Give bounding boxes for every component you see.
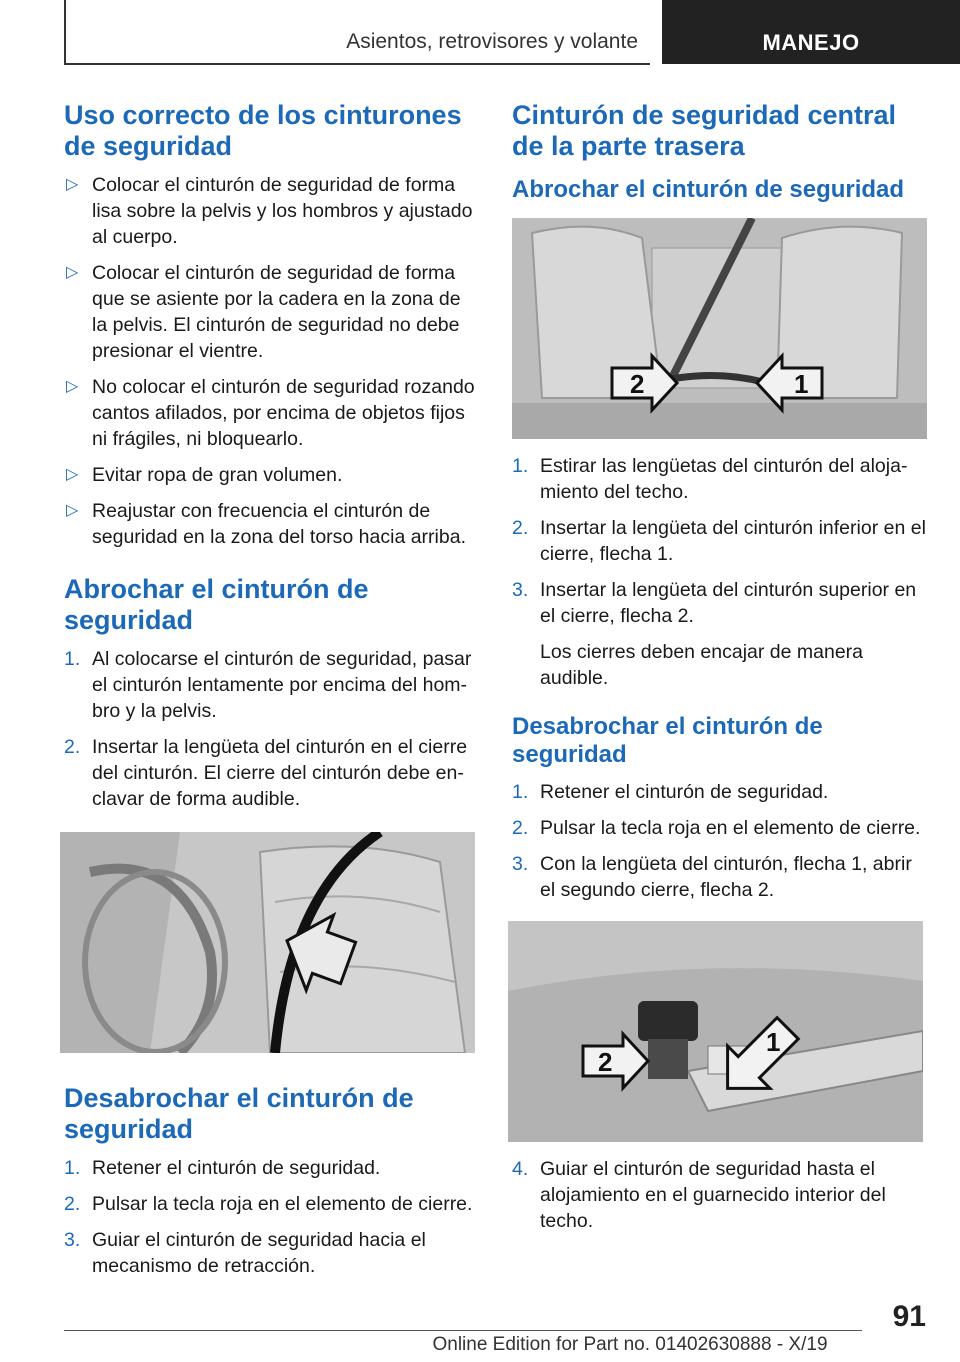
heading-rear-center-belt: Cinturón de seguridad central de la parte trasera — [512, 100, 897, 161]
front-seat-belt-illustration — [60, 832, 475, 1053]
header-rule — [64, 0, 66, 64]
list-item: ▷ Colocar el cinturón de seguridad de forma que se asiente por la cadera en la zona de la pelvis. El cinturón de seguridad no debe presionar el vientre. — [66, 262, 461, 362]
page-header — [0, 0, 960, 66]
subheading-fasten: Abrochar el cinturón de seguridad — [512, 176, 905, 203]
page-number: 91 — [892, 1300, 926, 1333]
section-title: Asientos, retrovisores y volante — [346, 30, 638, 53]
list-item: ▷ Colocar el cinturón de seguridad de forma lisa sobre la pelvis y los hombros y ajustado al cuerpo. — [66, 174, 473, 248]
bullet-triangle-icon: ▷ — [66, 466, 79, 483]
step-item: 1. Al colocarse el cinturón de seguridad, pasar el cinturón lentamente por encima del hombro y la pelvis. — [64, 648, 472, 722]
subheading-unfasten: Desabrochar el cinturón de seguridad — [512, 713, 823, 768]
header-rule — [64, 63, 650, 65]
rear-center-belt-illustration — [512, 218, 927, 439]
step-item: 3. Insertar la lengüeta del cinturón superior en el cierre, flecha 2. — [512, 579, 917, 627]
bullet-triangle-icon: ▷ — [66, 264, 79, 281]
step-item: 1. Retener el cinturón de seguridad. — [512, 781, 829, 803]
right-column — [512, 100, 927, 1244]
bullet-triangle-icon: ▷ — [66, 378, 79, 395]
edition-footer: Online Edition for Part no. 01402630888 - X/19 — [432, 1334, 828, 1355]
step-item: 2. Pulsar la tecla roja en el elemento de cierre. — [64, 1193, 473, 1215]
heading-correct-use: Uso correcto de los cinturones de seguridad — [64, 100, 462, 161]
step-item: 3. Con la lengüeta del cinturón, flecha 1, abrir el segundo cierre, flecha 2. — [512, 853, 912, 901]
list-item: ▷ Reajustar con frecuencia el cinturón de seguridad en la zona del torso hacia arriba. — [66, 500, 466, 548]
step-item: 2. Insertar la lengüeta del cinturón en el cierre del cinturón. El cierre del cinturón debe enclavar de forma audible. — [64, 736, 468, 810]
arrow-label: 1 — [766, 1027, 781, 1057]
note-text: Los cierres deben encajar de manera audible. — [540, 641, 864, 689]
step-item: 4. Guiar el cinturón de seguridad hasta el alojamiento en el guarnecido interior del techo. — [512, 1158, 886, 1232]
list-item: ▷ No colocar el cinturón de seguridad rozando cantos afilados, por encima de objetos fijos ni frágiles, ni bloquearlo. — [66, 376, 475, 450]
list-item: ▷ Evitar ropa de gran volumen. — [66, 464, 343, 486]
left-column — [64, 100, 479, 1289]
step-item: 2. Pulsar la tecla roja en el elemento de cierre. — [512, 817, 921, 839]
heading-unfasten: Desabrochar el cinturón de seguridad — [64, 1083, 414, 1144]
bullet-triangle-icon: ▷ — [66, 502, 79, 519]
buckle-release-illustration — [508, 921, 923, 1142]
chapter-tab: MANEJO — [662, 0, 960, 64]
heading-fasten: Abrochar el cinturón de seguridad — [64, 574, 369, 635]
step-item: 1. Estirar las lengüetas del cinturón del alojamiento del techo. — [512, 455, 908, 503]
step-item: 1. Retener el cinturón de seguridad. — [64, 1157, 381, 1179]
arrow-label: 2 — [598, 1047, 613, 1077]
footer-rule — [64, 1330, 862, 1331]
arrow-label: 1 — [794, 369, 809, 399]
step-item: 2. Insertar la lengüeta del cinturón inferior en el cierre, flecha 1. — [512, 517, 926, 565]
bullet-triangle-icon: ▷ — [66, 176, 79, 193]
arrow-label: 2 — [630, 369, 645, 399]
step-item: 3. Guiar el cinturón de seguridad hacia el mecanismo de retracción. — [64, 1229, 426, 1277]
